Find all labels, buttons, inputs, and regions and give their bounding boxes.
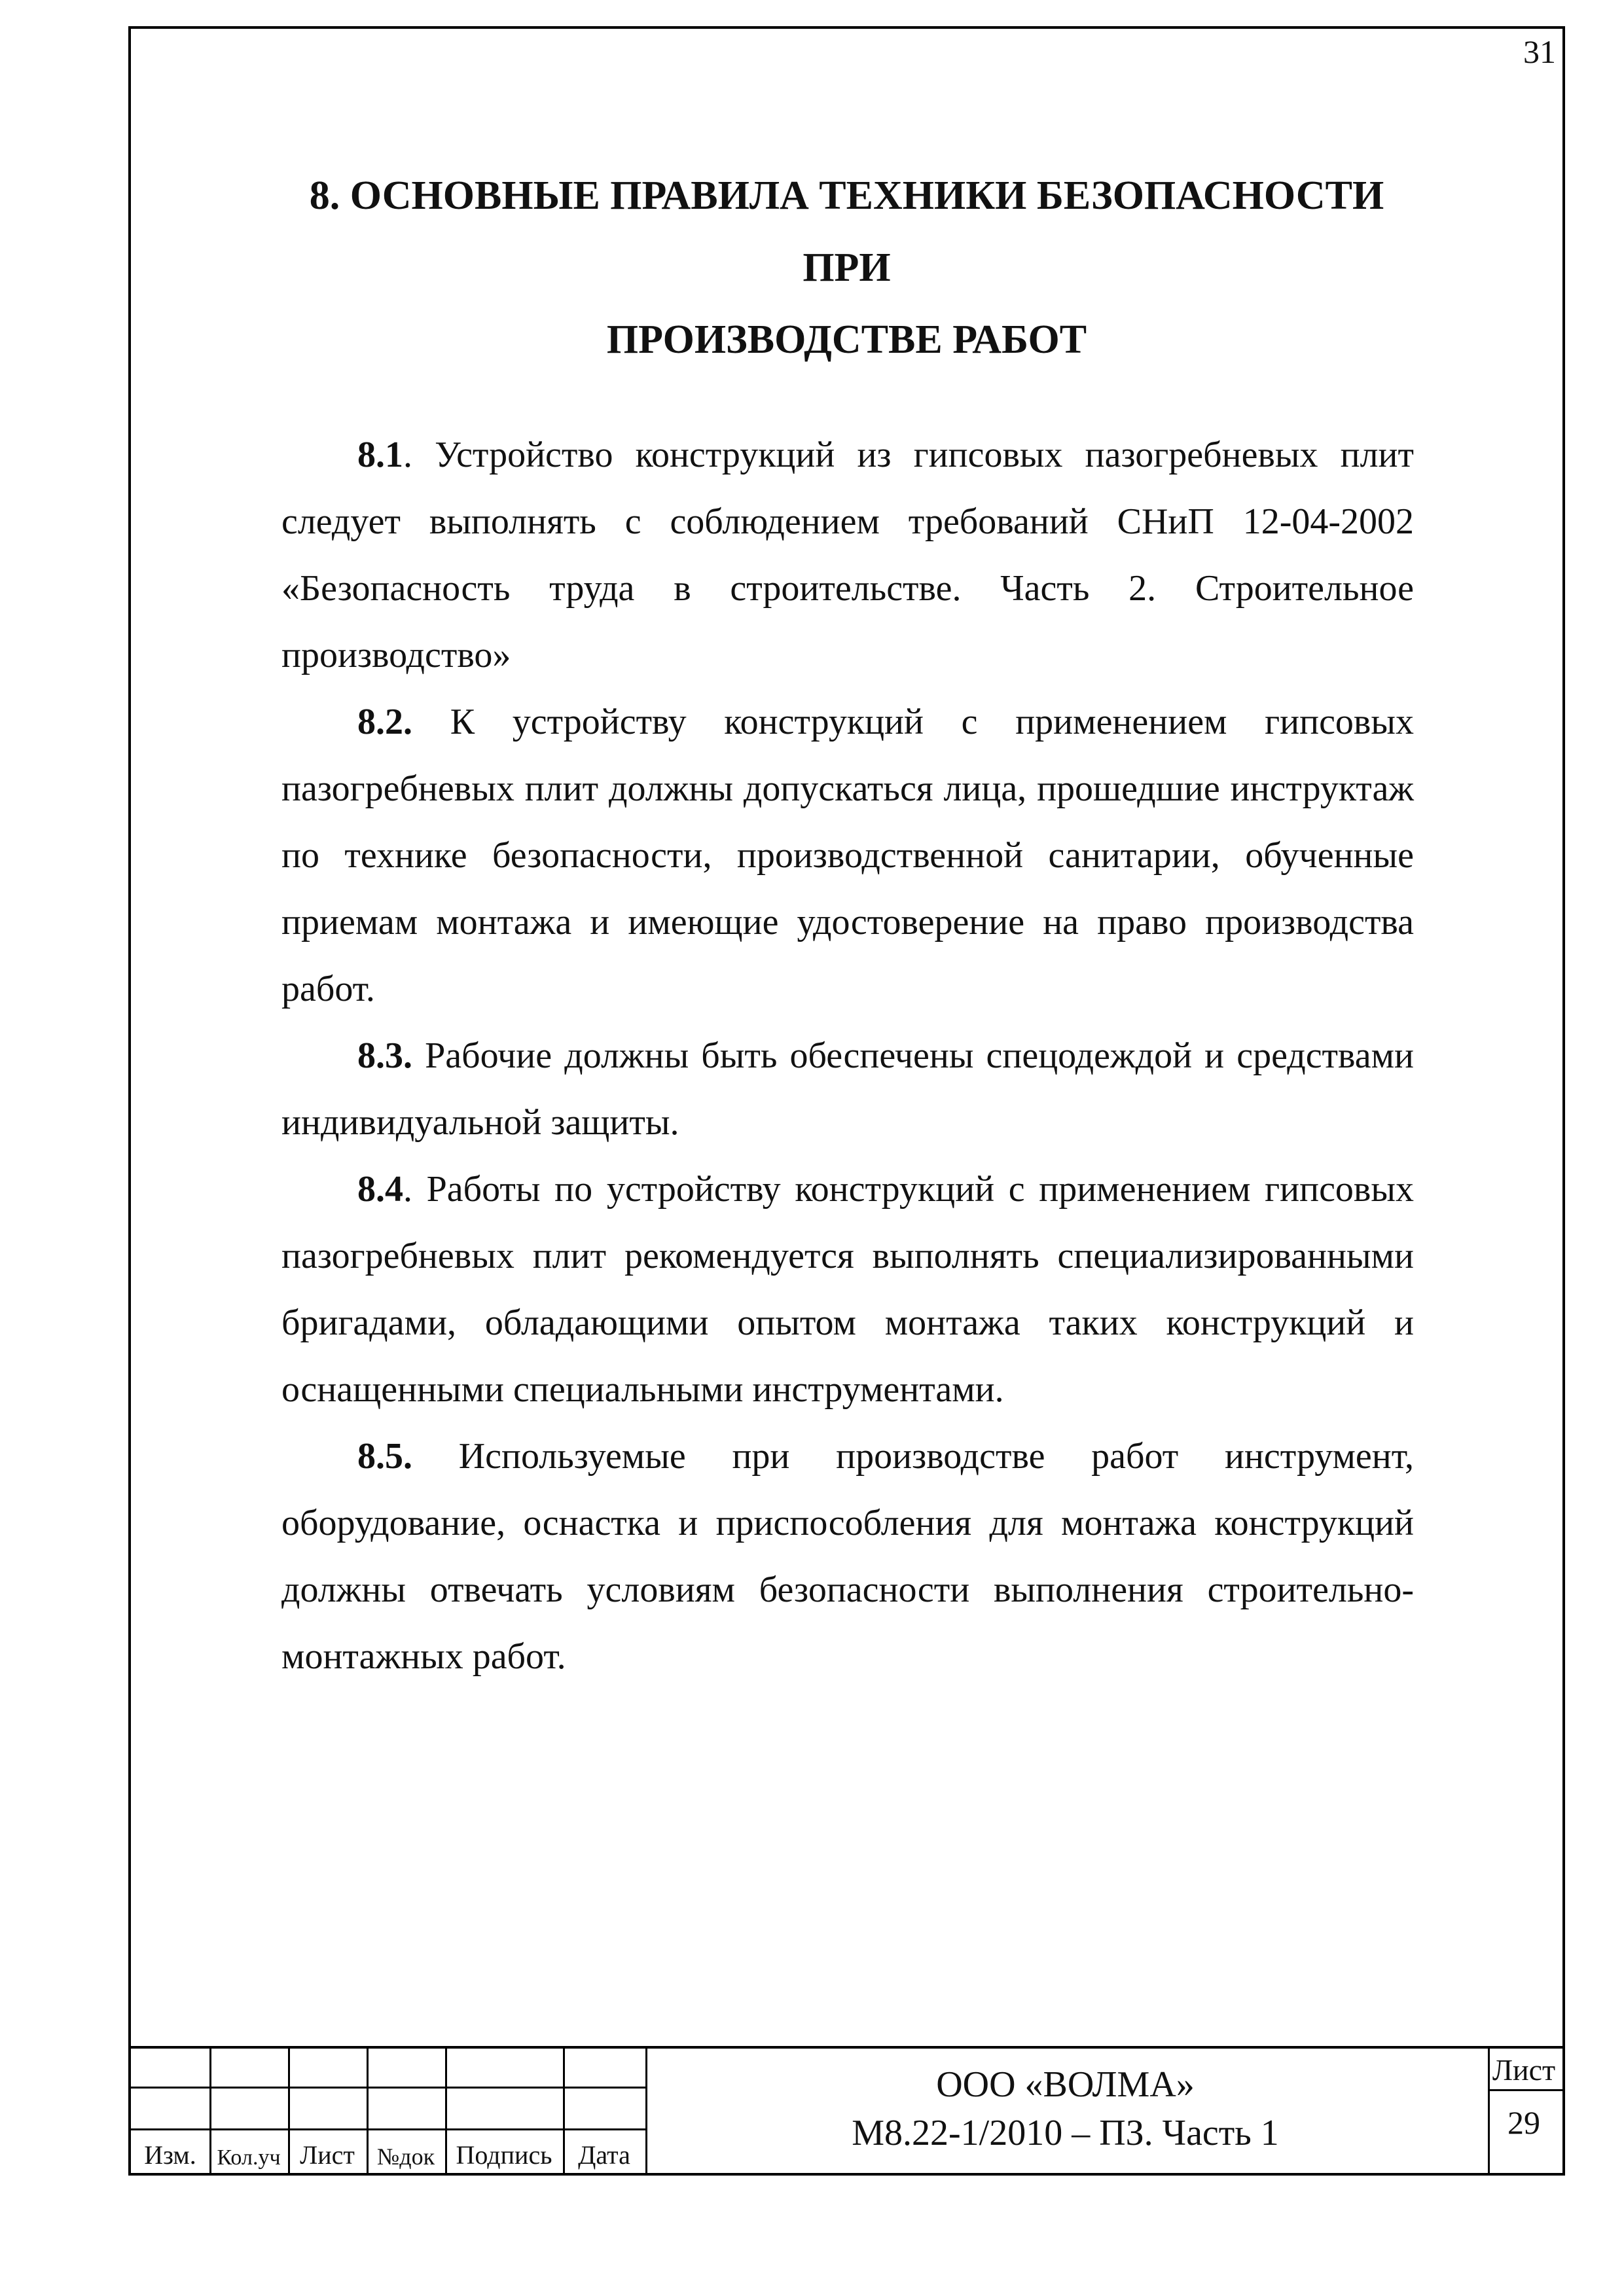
document-code: М8.22-1/2010 – ПЗ. Часть 1 [852,2113,1279,2153]
paragraph-number: 8.1 [357,435,403,475]
paragraph-text: Используемые при производстве работ инструмент, оборудование, оснастка и приспособления для монтажа конструкций должны отвечать условиям безопасности выполнения строительно-монтажных работ. [281,1436,1414,1677]
paragraph-8-2 [281,689,1414,1022]
stamp-organization [645,2060,1485,2157]
paragraph-number: 8.3. [357,1035,412,1076]
stamp-label-podpis: Подпись [456,2140,552,2170]
paragraph-number: 8.4 [357,1169,403,1210]
stamp-label-list: Лист [300,2140,355,2170]
title-line-1: 8. ОСНОВНЫЕ ПРАВИЛА ТЕХНИКИ БЕЗОПАСНОСТИ [309,173,1384,218]
paragraph-text: . Работы по устройству конструкций с применением гипсовых пазогребневых плит рекомендуется выполнять специализированными бригадами, обладающими опытом монтажа таких конструкций и оснащенными специальными инструментами. [281,1169,1414,1410]
paragraph-8-4 [281,1156,1414,1423]
paragraph-8-3 [281,1022,1414,1156]
paragraph-8-1 [281,422,1414,689]
page-number: 31 [1523,33,1556,70]
stamp-label-izm: Изм. [144,2140,196,2170]
sheet-box-divider [1488,2089,1562,2091]
paragraph-number: 8.5. [357,1436,412,1477]
paragraph-text: К устройству конструкций с применением гипсовых пазогребневых плит должны допускаться лица, прошедшие инструктаж по технике безопасности, производственной санитарии, обученные приемам монтажа и имеющие удостоверение на право производства работ. [281,702,1414,1009]
sheet-number: 29 [1507,2104,1540,2141]
paragraph-text: . Устройство конструкций из гипсовых пазогребневых плит следует выполнять с соблюдением требований СНиП 12-04-2002 «Безопасность труда в строительстве. Часть 2. Строительное производство» [281,435,1414,675]
title-block-stamp [131,2046,1562,2173]
paragraph-text: Рабочие должны быть обеспечены спецодеждой и средствами индивидуальной защиты. [281,1035,1414,1143]
title-line-2: ПРИ [803,245,891,290]
stamp-label-data: Дата [578,2140,630,2170]
page-frame [128,26,1565,2176]
sheet-label: Лист [1492,2053,1556,2087]
stamp-row-divider [131,2128,645,2130]
document-body [281,422,1414,1690]
section-title [131,160,1562,376]
paragraph-8-5 [281,1423,1414,1690]
stamp-label-ndok: №док [376,2144,435,2170]
organization-name: ООО «ВОЛМА» [936,2064,1195,2105]
stamp-label-koluch: Кол.уч [217,2145,281,2170]
stamp-row-divider [131,2087,645,2089]
title-line-3: ПРОИЗВОДСТВЕ РАБОТ [606,317,1087,362]
paragraph-number: 8.2. [357,702,412,742]
